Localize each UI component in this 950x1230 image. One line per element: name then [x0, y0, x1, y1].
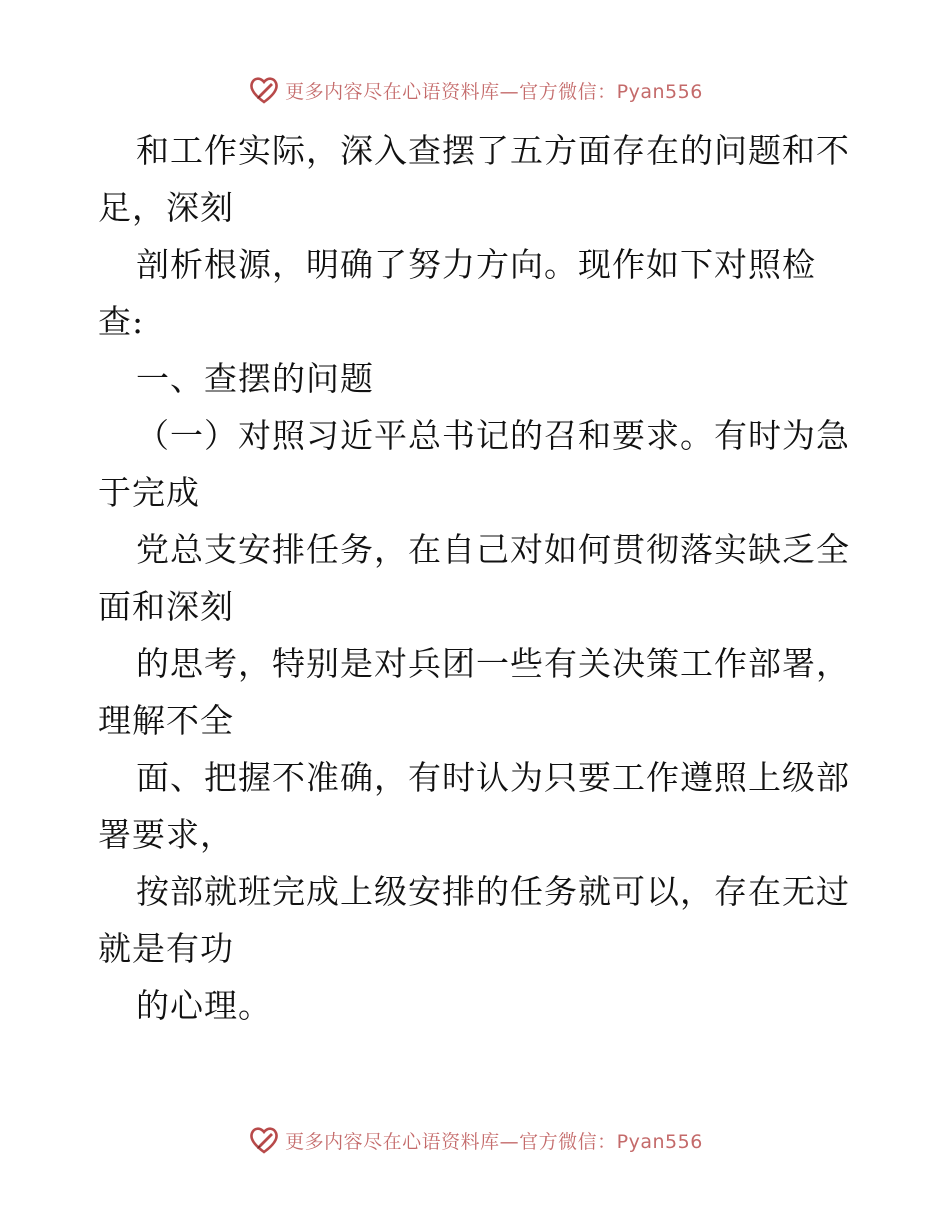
- header-banner: [0, 70, 950, 110]
- text-line-3: 剖析根源，明确了努力方向。现作如下对照检: [136, 245, 816, 284]
- text-line-14: 按部就班完成上级安排的任务就可以，存在无过: [136, 872, 850, 911]
- heart-pen-logo-icon: [247, 1123, 281, 1157]
- document-body: [98, 122, 858, 1034]
- text-line-7: 于完成: [98, 473, 200, 512]
- footer-banner: [0, 1120, 950, 1160]
- text-line-15: 就是有功: [98, 929, 234, 968]
- heart-pen-logo-icon: [247, 73, 281, 107]
- text-line-13: 署要求，: [98, 815, 234, 854]
- footer-banner-text: 更多内容尽在心语资料库—官方微信：Pyan556: [285, 1130, 703, 1153]
- text-line-6: （一）对照习近平总书记的召和要求。有时为急: [136, 416, 850, 455]
- text-line-1: 和工作实际，深入查摆了五方面存在的问题和不: [136, 131, 850, 170]
- text-line-2: 足，深刻: [98, 188, 234, 227]
- text-line-16: 的心理。: [136, 986, 272, 1025]
- section-heading: 一、查摆的问题: [136, 359, 374, 398]
- text-line-11: 理解不全: [98, 701, 234, 740]
- text-line-10: 的思考，特别是对兵团一些有关决策工作部署，: [136, 644, 850, 683]
- text-line-4: 查:: [98, 302, 145, 341]
- header-banner-text: 更多内容尽在心语资料库—官方微信：Pyan556: [285, 80, 703, 103]
- text-line-9: 面和深刻: [98, 587, 234, 626]
- text-line-8: 党总支安排任务，在自己对如何贯彻落实缺乏全: [136, 530, 850, 569]
- text-line-12: 面、把握不准确，有时认为只要工作遵照上级部: [136, 758, 850, 797]
